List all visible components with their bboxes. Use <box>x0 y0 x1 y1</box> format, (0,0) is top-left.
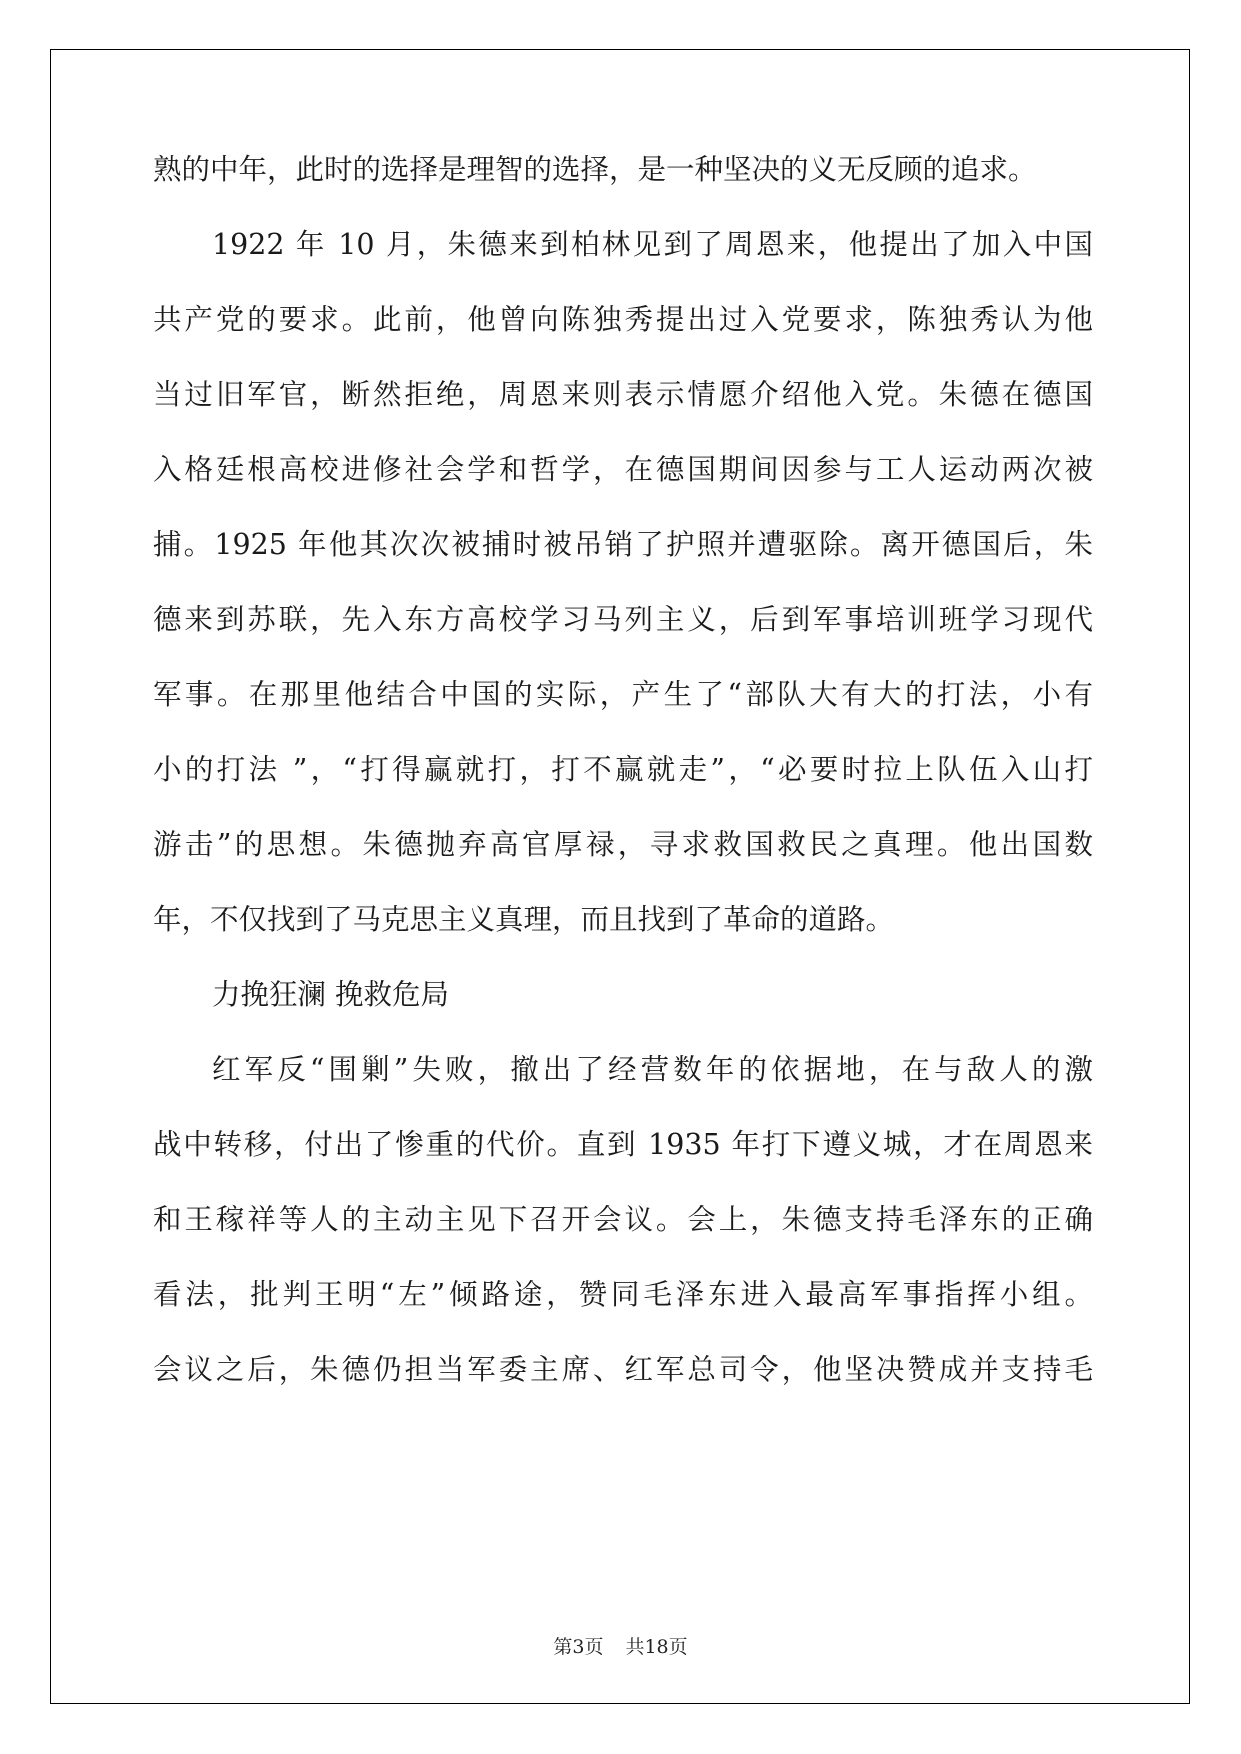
page-total: 共18页 <box>625 1636 688 1658</box>
text-line: 小的打法 ”，“打得赢就打，打不赢就走”，“必要时拉上队伍入山打 <box>153 753 1093 786</box>
text-line: 和王稼祥等人的主动主见下召开会议。会上，朱德支持毛泽东的正确 <box>153 1203 1093 1236</box>
text-line: 德来到苏联，先入东方高校学习马列主义，后到军事培训班学习现代 <box>153 603 1093 636</box>
text-line: 红军反“围剿”失败，撤出了经营数年的依据地，在与敌人的激 <box>212 1053 1093 1086</box>
text-line: 当过旧军官，断然拒绝，周恩来则表示情愿介绍他入党。朱德在德国 <box>153 378 1093 411</box>
text-line: 捕。1925 年他其次次被捕时被吊销了护照并遭驱除。离开德国后，朱 <box>153 528 1093 561</box>
text-line: 军事。在那里他结合中国的实际，产生了“部队大有大的打法，小有 <box>153 678 1093 711</box>
page-number: 第3页 <box>553 1636 604 1658</box>
text-line: 看法，批判王明“左”倾路途，赞同毛泽东进入最高军事指挥小组。 <box>153 1278 1093 1311</box>
text-line: 共产党的要求。此前，他曾向陈独秀提出过入党要求，陈独秀认为他 <box>153 303 1093 336</box>
text-line: 入格廷根高校进修社会学和哲学，在德国期间因参与工人运动两次被 <box>153 453 1093 486</box>
text-line: 熟的中年，此时的选择是理智的选择，是一种坚决的义无反顾的追求。 <box>153 153 1037 186</box>
text-line: 年，不仅找到了马克思主义真理，而且找到了革命的道路。 <box>153 903 895 936</box>
text-line: 会议之后，朱德仍担当军委主席、红军总司令，他坚决赞成并支持毛 <box>153 1353 1093 1386</box>
text-line: 游击”的思想。朱德抛弃高官厚禄，寻求救国救民之真理。他出国数 <box>153 828 1093 861</box>
text-line: 战中转移，付出了惨重的代价。直到 1935 年打下遵义城，才在周恩来 <box>153 1128 1093 1161</box>
page-footer <box>0 1632 1241 1659</box>
text-line: 1922 年 10 月，朱德来到柏林见到了周恩来，他提出了加入中国 <box>212 228 1093 261</box>
section-heading: 力挽狂澜 挽救危局 <box>212 978 450 1011</box>
